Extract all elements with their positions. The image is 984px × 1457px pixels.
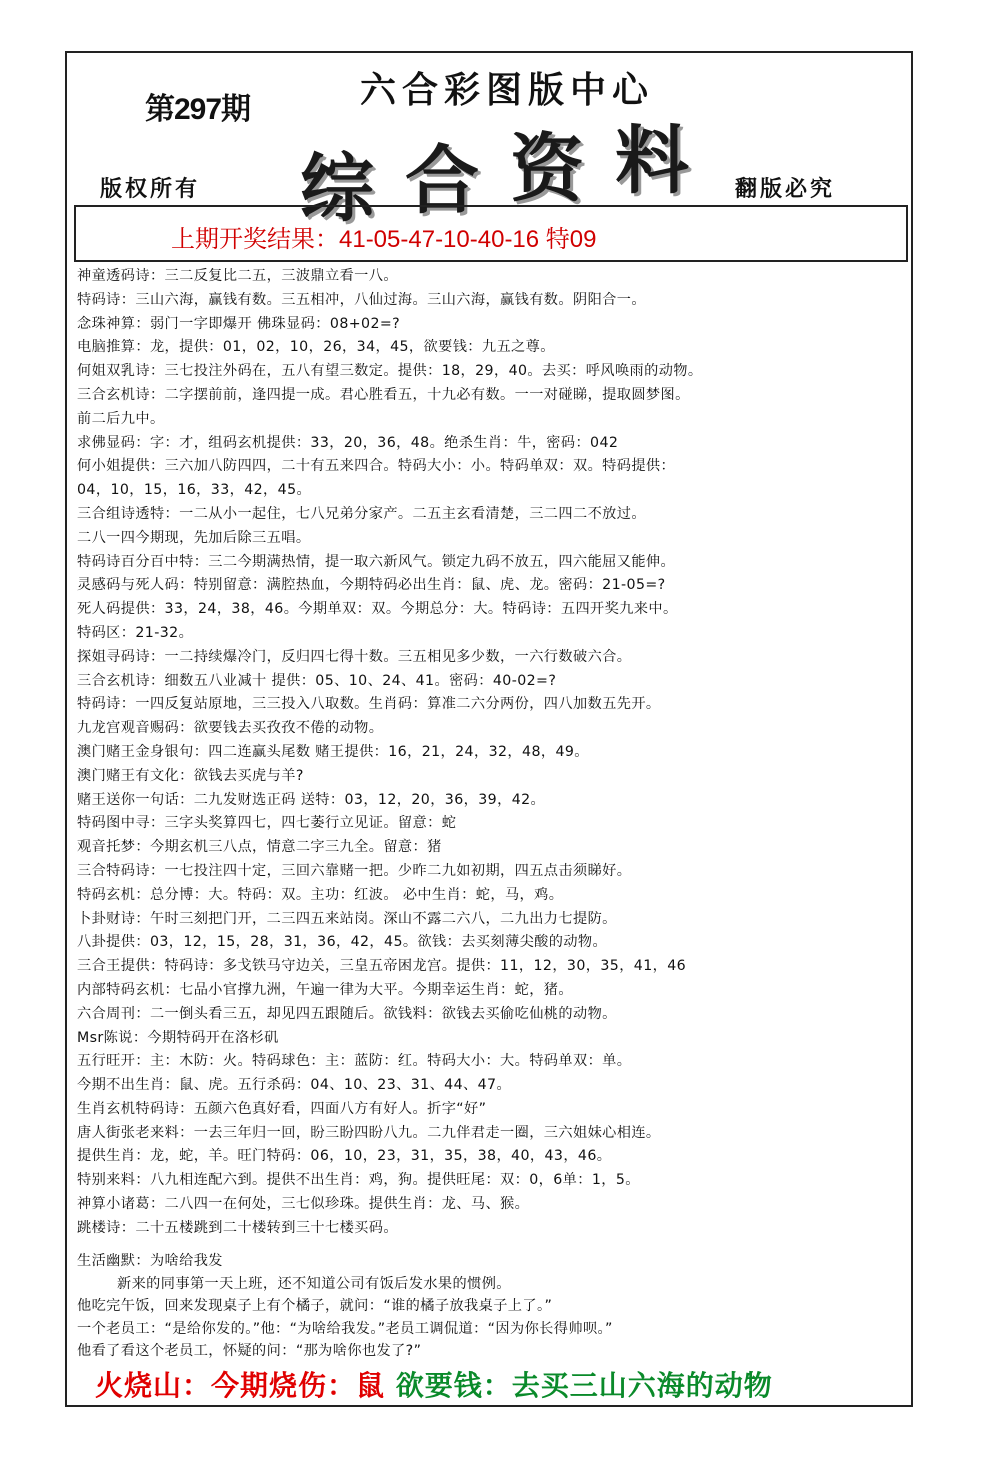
content-line: 二八一四今期现，先加后除三五唱。: [77, 529, 311, 546]
content-line: Msr陈说：今期特码开在洛杉矶: [77, 1029, 279, 1046]
content-line: 赌王送你一句话：二九发财选正码 送特：03，12，20，36，39，42。: [77, 791, 546, 808]
joke-line: 他看了看这个老员工，怀疑的问：“那为啥你也发了?”: [77, 1343, 422, 1359]
content-line: 求佛显码：字：才，组码玄机提供：33，20，36，48。绝杀生肖：牛，密码：042: [77, 434, 619, 451]
content-line: 内部特码玄机：七品小官撑九洲，午遍一律为大平。今期幸运生肖：蛇，猪。: [77, 981, 573, 998]
joke-line: 一个老员工：“是给你发的。”他：“为啥给我发。”老员工调侃道：“因为你长得帅呗。”: [77, 1320, 613, 1337]
content-line: 特码诗百分百中特：三二今期满热情，提一取六新风气。锁定九码不放五，四六能屈又能伸。: [77, 553, 676, 570]
content-line: 九龙宫观音赐码：欲要钱去买孜孜不倦的动物。: [77, 720, 384, 737]
content-line: 电脑推算：龙，提供：01，02，10，26，34，45，欲要钱：九五之尊。: [77, 339, 555, 356]
big-title-char-2: 合: [405, 138, 479, 224]
content-line: 澳门赌王有文化：欲钱去买虎与羊?: [77, 767, 304, 784]
content-line: 探姐寻码诗：一二持续爆冷门，反归四七得十数。三五相见多少数，一六行数破六合。: [77, 648, 632, 665]
content-line: 唐人街张老来料：一去三年归一回，盼三盼四盼八九。二九伴君走一圈，三六姐妹心相连。: [77, 1124, 661, 1141]
content-line: 何姐双乳诗：三七投注外码在，五八有望三数定。提供：18，29，40。去买：呼风唤雨的动物。: [77, 363, 703, 380]
result-box: [74, 205, 908, 262]
content-line: 特码诗：三山六海，赢钱有数。三五相冲，八仙过海。三山六海，赢钱有数。阴阳合一。: [77, 291, 646, 308]
content-line: 三合组诗透特：一二从小一起住，七八兄弟分家产。二五主玄看清楚，三二四二不放过。: [77, 505, 646, 522]
joke-title: 生活幽默：为啥给我发: [77, 1253, 223, 1269]
content-line: 特码诗：一四反复站原地，三三投入八取数。生肖码：算准二六分两份，四八加数五先开。: [77, 696, 661, 713]
joke-line: 新来的同事第一天上班，还不知道公司有饭后发水果的惯例。: [117, 1275, 511, 1292]
content-line: 念珠神算：弱门一字即爆开 佛珠显码：08+02=?: [77, 315, 401, 332]
copyright-note: 版权所有: [100, 177, 201, 202]
content-line: 六合周刊：二一倒头看三五，却见四五跟随后。欲钱料：欲钱去买偷吃仙桃的动物。: [77, 1005, 617, 1022]
content-line: 前二后九中。: [77, 410, 165, 427]
center-title: 六合彩图版中心: [360, 69, 655, 111]
content-line: 特码图中寻：三字头奖算四七，四七萎行立见证。留意：蛇: [77, 815, 457, 832]
joke-section: [77, 1250, 907, 1363]
issue-number: 第297期: [145, 93, 251, 126]
content-line: 灵感码与死人码：特别留意：满腔热血，今期特码必出生肖：鼠、虎、龙。密码：21-05=?: [77, 577, 666, 594]
content-line: 提供生肖：龙，蛇，羊。旺门特码：06，10，23，31，35，38，40，43，46。: [77, 1148, 612, 1165]
big-title-char-3: 资: [510, 126, 584, 212]
joke-line: 他吃完午饭，回来发现桌子上有个橘子，就问：“谁的橘子放我桌子上了。”: [77, 1298, 553, 1314]
content-line: 三合王提供：特码诗：多戈铁马守边关，三皇五帝困龙宫。提供：11，12，30，35，41，46: [77, 958, 687, 975]
content-line: 特码区：21-32。: [77, 624, 194, 641]
content-line: 三合玄机诗：二字摆前前，逢四提一成。君心胜看五，十九必有数。一一对碰睇，提取圆梦图。: [77, 386, 690, 403]
content-line: 04，10，15，16，33，42，45。: [77, 482, 312, 499]
piracy-note: 翻版必究: [735, 177, 836, 202]
bottom-banner-red: 火烧山：今期烧伤：鼠: [95, 1369, 386, 1402]
content-line: 死人码提供：33，24，38，46。今期单双：双。今期总分：大。特码诗：五四开奖九来中。: [77, 601, 678, 618]
content-line: 观音托梦：今期玄机三八点，情意二字三九全。留意：猪: [77, 839, 442, 856]
content-line: 澳门赌王金身银句：四二连赢头尾数 赌王提供：16，21，24，32，48，49。: [77, 743, 589, 760]
content-line: 三合特码诗：一七投注四十定，三回六靠赌一把。少昨二九如初期，四五点击须睇好。: [77, 862, 632, 879]
content-line: 特别来料：八九相连配六到。提供不出生肖：鸡，狗。提供旺尾：双：0，6单：1，5。: [77, 1172, 640, 1189]
bottom-banner: [95, 1364, 773, 1404]
content-line: 五行旺开：主：木防：火。特码球色：主：蓝防：红。特码大小：大。特码单双：单。: [77, 1053, 632, 1070]
content-line: 今期不出生肖：鼠、虎。五行杀码：04、10、23、31、44、47。: [77, 1077, 512, 1094]
content-line: 跳楼诗：二十五楼跳到二十楼转到三十七楼买码。: [77, 1219, 398, 1236]
big-title: [300, 110, 720, 232]
last-result: 上期开奖结果：41-05-47-10-40-16 特09: [171, 226, 597, 253]
content-line: 生肖玄机特码诗：五颜六色真好看，四面八方有好人。折字“好”: [77, 1100, 487, 1117]
content-line: 卜卦财诗：午时三刻把门开，二三四五来站岗。深山不露二六八，二九出力七提防。: [77, 910, 617, 927]
big-title-char-4: 料: [615, 118, 689, 204]
big-title-char-1: 综: [300, 146, 374, 232]
content-line: 特码玄机：总分博：大。特码：双。主功：红波。 必中生肖：蛇，马，鸡。: [77, 886, 564, 903]
content-line: 神算小诸葛：二八四一在何处，三七似珍珠。提供生肖：龙、马、猴。: [77, 1196, 530, 1213]
content-lines: [77, 265, 907, 1241]
content-line: 三合玄机诗：细数五八业减十 提供：05、10、24、41。密码：40-02=?: [77, 672, 557, 689]
bottom-banner-green: 欲要钱：去买三山六海的动物: [395, 1369, 773, 1402]
content-line: 何小姐提供：三六加八防四四，二十有五来四合。特码大小：小。特码单双：双。特码提供：: [77, 458, 676, 475]
content-line: 神童透码诗：三二反复比二五，三波鼎立看一八。: [77, 268, 398, 284]
content-line: 八卦提供：03，12，15，28，31，36，42，45。欲钱：去买刻薄尖酸的动物。: [77, 934, 608, 951]
